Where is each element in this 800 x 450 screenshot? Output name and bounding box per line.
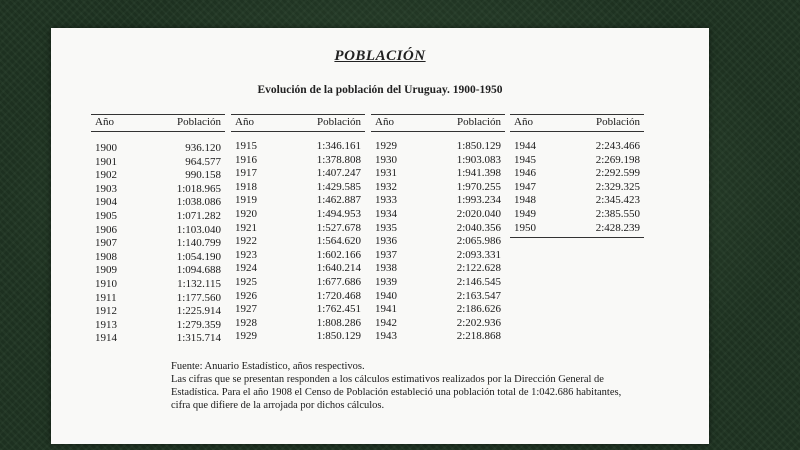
cell-year: 1910: [95, 277, 117, 290]
cell-population: 1:903.083: [456, 153, 501, 166]
cell-year: 1945: [514, 153, 536, 166]
cell-year: 1934: [375, 207, 397, 220]
cell-year: 1947: [514, 180, 536, 193]
table-header: [371, 114, 505, 132]
cell-population: 1:103.040: [176, 223, 221, 236]
cell-population: 2:202.936: [456, 316, 501, 329]
cell-year: 1911: [95, 291, 117, 304]
cell-year: 1919: [235, 194, 257, 207]
cell-population: 1:429.585: [316, 180, 361, 193]
cell-year: 1928: [235, 316, 257, 329]
cell-year: 1922: [235, 235, 257, 248]
table-row: [231, 276, 365, 290]
table-row: [91, 251, 225, 265]
cell-population: 1:177.560: [176, 291, 221, 304]
cell-year: 1916: [235, 153, 257, 166]
table-row: [371, 262, 505, 276]
table-row: [231, 194, 365, 208]
cell-population: 2:292.599: [595, 167, 640, 180]
cell-population: 2:385.550: [595, 207, 640, 220]
cell-year: 1926: [235, 289, 257, 302]
table-subtitle: Evolución de la población del Uruguay. 1900-1950: [257, 84, 503, 96]
table-body: [510, 132, 644, 238]
source-line: cifra que difiere de la arrojada por dichos cálculos.: [171, 400, 385, 411]
table-row: [371, 330, 505, 344]
cell-population: 990.158: [185, 169, 221, 182]
cell-year: 1950: [514, 221, 536, 234]
table-row: [510, 181, 644, 195]
table-row: [510, 208, 644, 222]
table-row: [231, 330, 365, 344]
table-row: [371, 249, 505, 263]
cell-year: 1941: [375, 303, 397, 316]
cell-population: 1:808.286: [316, 316, 361, 329]
page-title: POBLACIÓN: [334, 48, 426, 64]
cell-year: 1908: [95, 250, 117, 263]
table-body: [371, 132, 505, 344]
cell-year: 1940: [375, 289, 397, 302]
cell-population: 1:038.086: [176, 196, 221, 209]
cell-population: 1:279.359: [176, 318, 221, 331]
table-row: [91, 332, 225, 346]
cell-year: 1949: [514, 207, 536, 220]
header-year: Año: [514, 116, 533, 128]
cell-year: 1921: [235, 221, 257, 234]
table-row: [91, 210, 225, 224]
table-row: [510, 154, 644, 168]
table-header: [510, 114, 644, 132]
cell-year: 1938: [375, 262, 397, 275]
table-row: [371, 140, 505, 154]
cell-population: 2:269.198: [595, 153, 640, 166]
table-row: [371, 167, 505, 181]
cell-population: 2:186.626: [456, 303, 501, 316]
cell-year: 1923: [235, 248, 257, 261]
cell-population: 2:122.628: [456, 262, 501, 275]
cell-population: 1:071.282: [176, 209, 221, 222]
cell-population: 1:602.166: [316, 248, 361, 261]
cell-population: 1:762.451: [316, 303, 361, 316]
cell-population: 1:094.688: [176, 264, 221, 277]
table-row: [231, 317, 365, 331]
table-row: [231, 290, 365, 304]
cell-year: 1937: [375, 248, 397, 261]
cell-population: 1:564.620: [316, 235, 361, 248]
table-row: [91, 305, 225, 319]
cell-population: 2:065.986: [456, 235, 501, 248]
table-row: [231, 235, 365, 249]
cell-population: 1:346.161: [316, 140, 361, 152]
cell-year: 1907: [95, 237, 117, 250]
table-column-2: [231, 114, 365, 344]
cell-year: 1935: [375, 221, 397, 234]
table-row: [91, 237, 225, 251]
table-row: [231, 222, 365, 236]
cell-year: 1939: [375, 275, 397, 288]
cell-population: 2:243.466: [595, 140, 640, 152]
cell-population: 1:527.678: [316, 221, 361, 234]
table-row: [231, 167, 365, 181]
table-row: [510, 222, 644, 236]
cell-year: 1914: [95, 332, 117, 345]
cell-population: 2:345.423: [595, 194, 640, 207]
source-line: Las cifras que se presentan responden a los cálculos estimativos realizados por la Dirección General de: [171, 374, 604, 385]
header-year: Año: [235, 116, 254, 128]
table-row: [91, 278, 225, 292]
cell-year: 1902: [95, 169, 117, 182]
header-population: Población: [596, 116, 640, 128]
cell-year: 1931: [375, 167, 397, 180]
slide: [51, 28, 709, 444]
cell-year: 1948: [514, 194, 536, 207]
table-header: [91, 114, 225, 132]
cell-population: 1:018.965: [176, 182, 221, 195]
cell-year: 1927: [235, 303, 257, 316]
table-row: [510, 194, 644, 208]
table-row: [371, 222, 505, 236]
cell-year: 1944: [514, 140, 536, 152]
cell-year: 1901: [95, 155, 117, 168]
table-row: [231, 262, 365, 276]
cell-year: 1917: [235, 167, 257, 180]
table-column-4: [510, 114, 644, 238]
table-row: [231, 140, 365, 154]
cell-year: 1909: [95, 264, 117, 277]
table-row: [510, 167, 644, 181]
cell-year: 1904: [95, 196, 117, 209]
source-line: Fuente: Anuario Estadístico, años respectivos.: [171, 361, 365, 372]
cell-population: 964.577: [185, 155, 221, 168]
table-row: [91, 196, 225, 210]
cell-population: 1:970.255: [456, 180, 501, 193]
table-row: [371, 290, 505, 304]
table-column-1: [91, 114, 225, 346]
cell-year: 1929: [235, 330, 257, 343]
table-row: [510, 140, 644, 154]
table-row: [91, 264, 225, 278]
table-row: [231, 181, 365, 195]
cell-year: 1912: [95, 305, 117, 318]
table-row: [91, 224, 225, 238]
cell-population: 2:040.356: [456, 221, 501, 234]
cell-population: 1:132.115: [177, 277, 221, 290]
table-body: [231, 132, 365, 344]
header-population: Población: [317, 116, 361, 128]
cell-year: 1942: [375, 316, 397, 329]
table-row: [371, 276, 505, 290]
table-row: [91, 319, 225, 333]
cell-population: 1:850.129: [456, 140, 501, 152]
cell-year: 1918: [235, 180, 257, 193]
cell-population: 1:640.214: [316, 262, 361, 275]
header-year: Año: [95, 116, 114, 128]
cell-population: 2:329.325: [595, 180, 640, 193]
header-year: Año: [375, 116, 394, 128]
table-row: [371, 154, 505, 168]
table-header: [231, 114, 365, 132]
cell-population: 1:494.953: [316, 207, 361, 220]
cell-year: 1946: [514, 167, 536, 180]
table-row: [91, 169, 225, 183]
cell-population: 2:428.239: [595, 221, 640, 234]
cell-population: 2:093.331: [456, 248, 501, 261]
table-row: [91, 142, 225, 156]
cell-year: 1903: [95, 182, 117, 195]
cell-year: 1920: [235, 207, 257, 220]
cell-population: 1:054.190: [176, 250, 221, 263]
table-body: [91, 132, 225, 346]
cell-year: 1905: [95, 209, 117, 222]
cell-population: 2:146.545: [456, 275, 501, 288]
header-population: Población: [177, 116, 221, 128]
cell-population: 1:993.234: [456, 194, 501, 207]
cell-population: 1:462.887: [316, 194, 361, 207]
table-row: [231, 154, 365, 168]
cell-population: 2:020.040: [456, 207, 501, 220]
table-row: [91, 183, 225, 197]
cell-year: 1943: [375, 330, 397, 343]
source-line: Estadística. Para el año 1908 el Censo de Población estableció una población total de 1:042.686 habitantes,: [171, 387, 622, 398]
cell-population: 1:140.799: [176, 237, 221, 250]
cell-year: 1913: [95, 318, 117, 331]
header-population: Población: [457, 116, 501, 128]
cell-population: 1:720.468: [316, 289, 361, 302]
cell-year: 1929: [375, 140, 397, 152]
cell-year: 1924: [235, 262, 257, 275]
cell-year: 1932: [375, 180, 397, 193]
cell-year: 1936: [375, 235, 397, 248]
cell-year: 1933: [375, 194, 397, 207]
table-row: [91, 156, 225, 170]
table-row: [231, 208, 365, 222]
cell-population: 936.120: [185, 142, 221, 154]
cell-year: 1906: [95, 223, 117, 236]
table-row: [231, 249, 365, 263]
table-row: [91, 292, 225, 306]
cell-year: 1925: [235, 275, 257, 288]
table-row: [371, 235, 505, 249]
cell-year: 1915: [235, 140, 257, 152]
cell-population: 1:407.247: [316, 167, 361, 180]
table-column-3: [371, 114, 505, 344]
cell-population: 2:163.547: [456, 289, 501, 302]
cell-population: 1:378.808: [316, 153, 361, 166]
cell-population: 1:225.914: [176, 305, 221, 318]
table-row: [231, 303, 365, 317]
table-row: [371, 303, 505, 317]
cell-population: 1:941.398: [456, 167, 501, 180]
table-row: [371, 208, 505, 222]
table-row: [371, 194, 505, 208]
cell-year: 1900: [95, 142, 117, 154]
cell-population: 1:850.129: [316, 330, 361, 343]
table-row: [371, 181, 505, 195]
cell-population: 1:315.714: [176, 332, 221, 345]
table-row: [371, 317, 505, 331]
cell-population: 1:677.686: [316, 275, 361, 288]
cell-population: 2:218.868: [456, 330, 501, 343]
cell-year: 1930: [375, 153, 397, 166]
source-note: [171, 360, 622, 412]
